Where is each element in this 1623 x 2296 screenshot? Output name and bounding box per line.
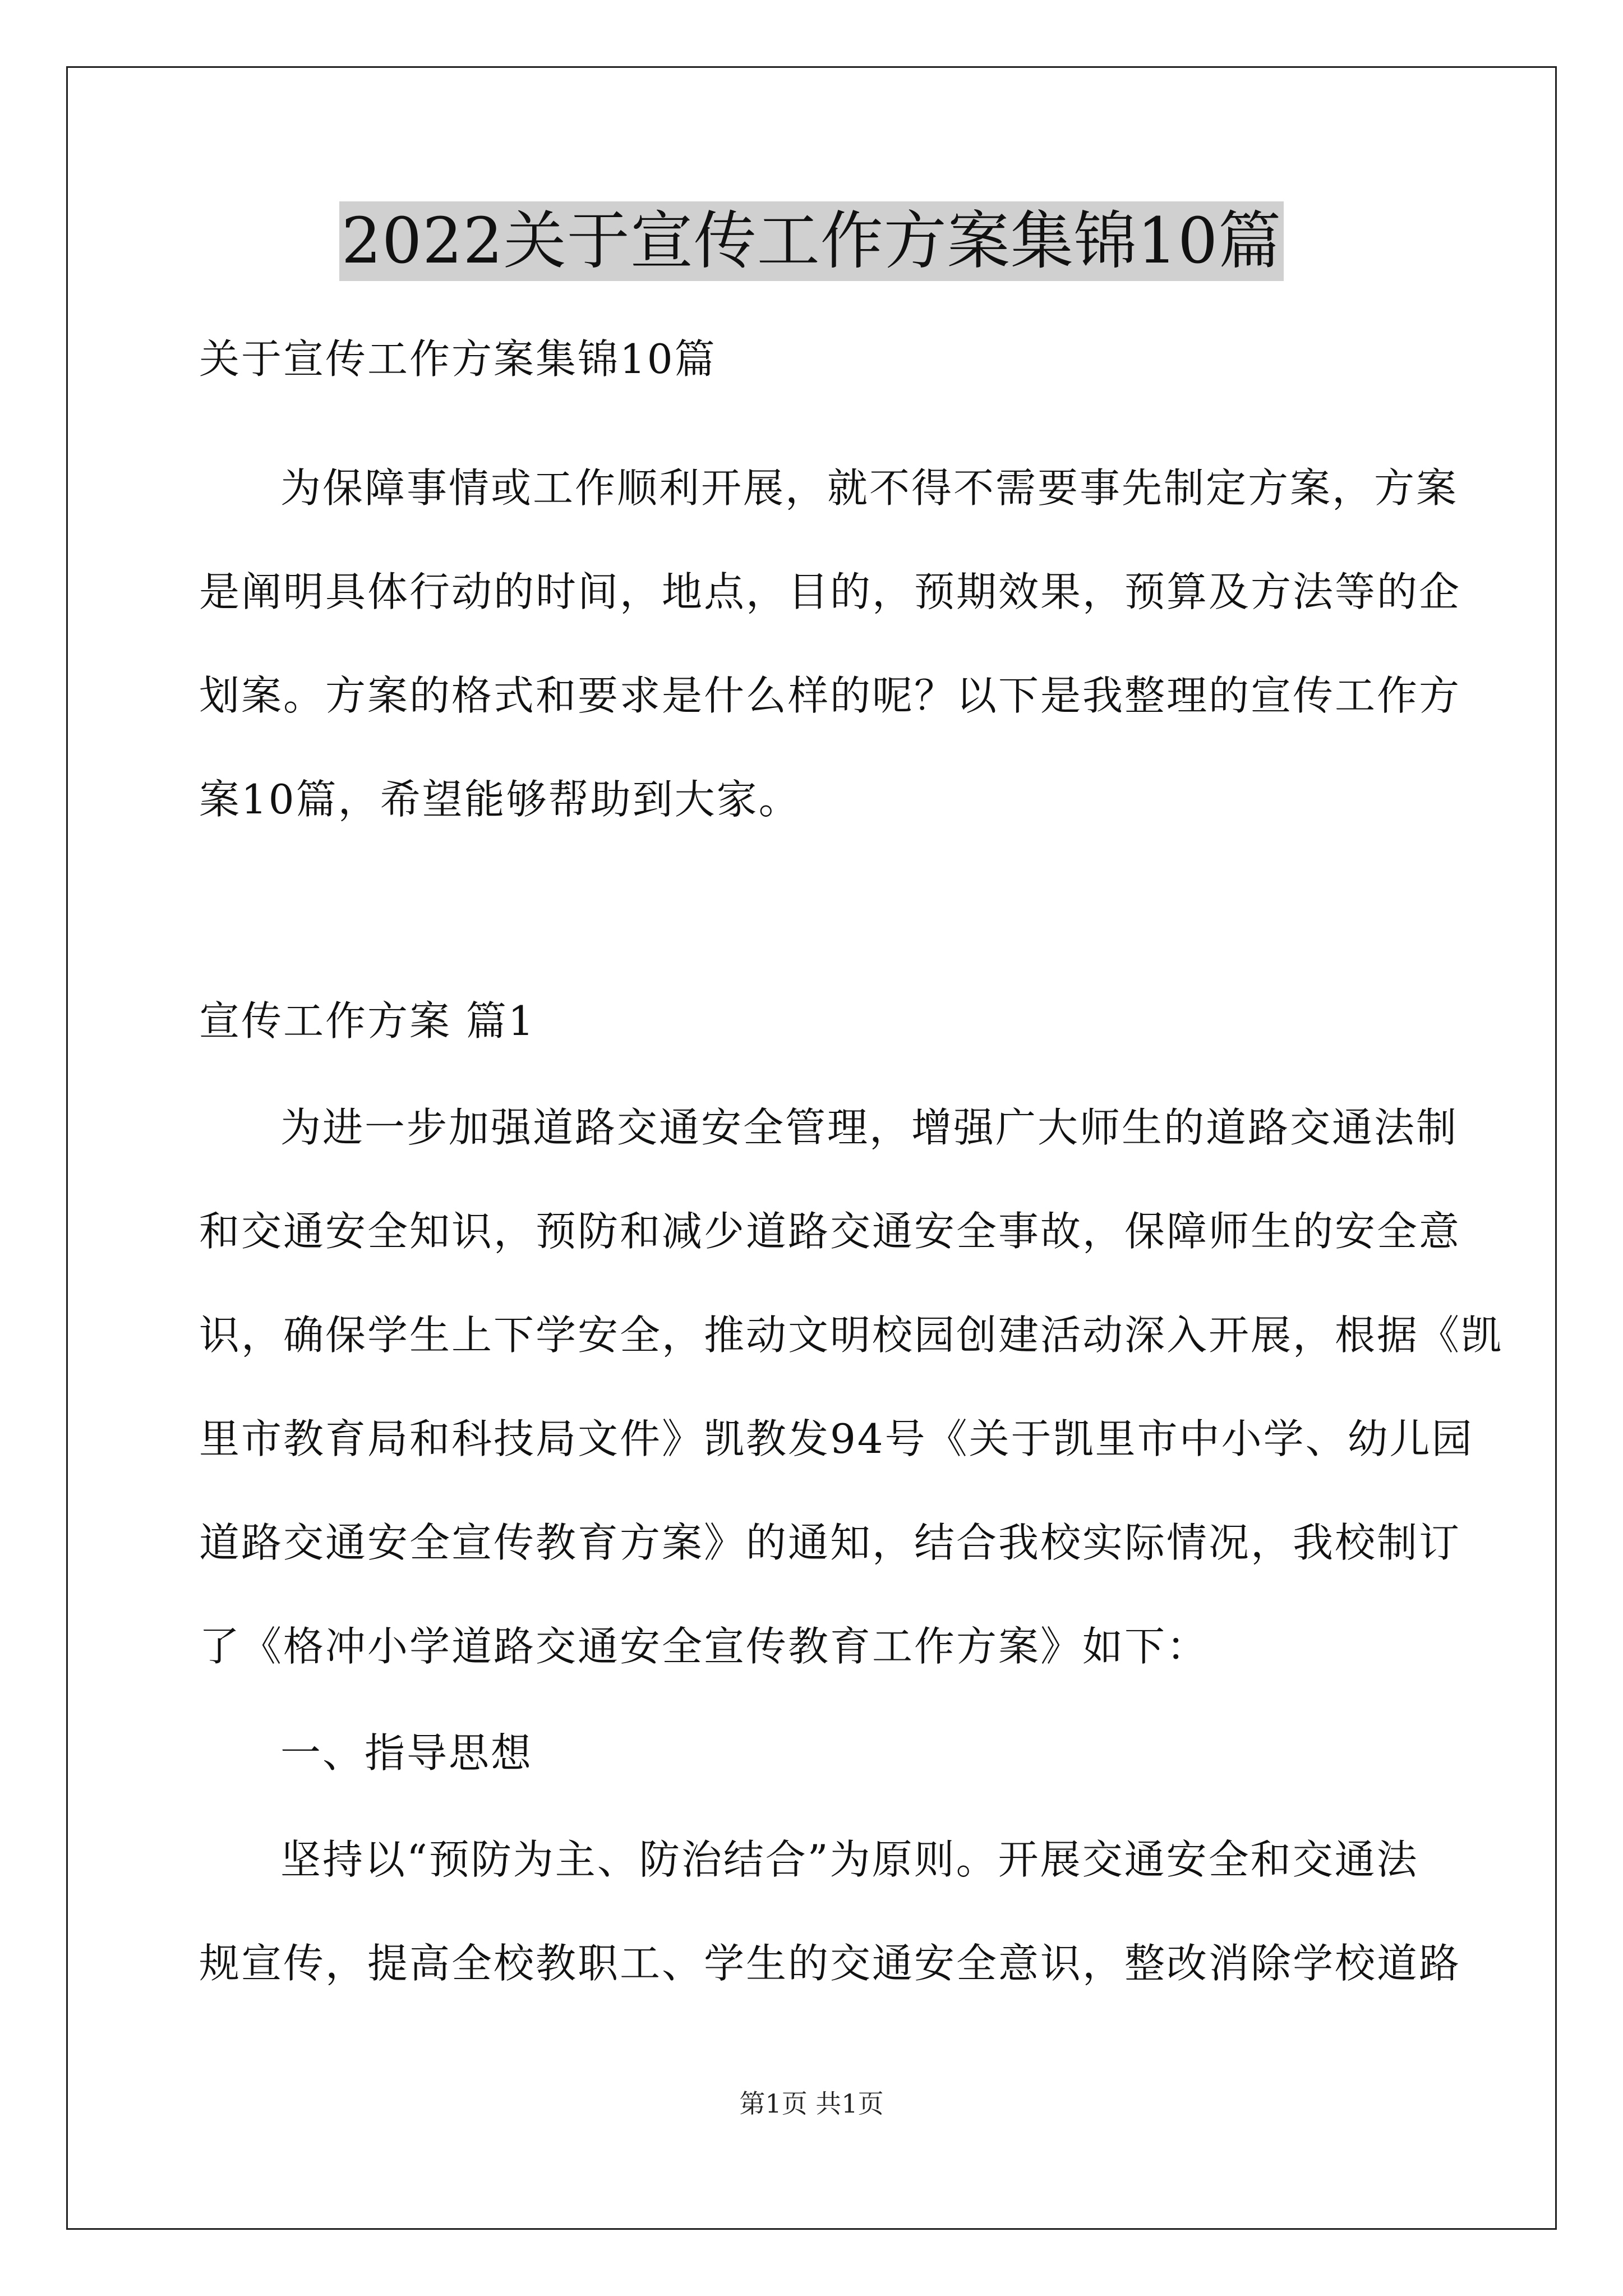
paragraph-line: 为进一步加强道路交通安全管理，增强广大师生的道路交通法制 (280, 1104, 1459, 1151)
paragraph-line: 里市教育局和科技局文件》凯教发94号《关于凯里市中小学、幼儿园 (199, 1415, 1474, 1462)
document-title (0, 199, 1623, 283)
paragraph-line: 案10篇，希望能够帮助到大家。 (199, 776, 801, 823)
paragraph-line: 划案。方案的格式和要求是什么样的呢？以下是我整理的宣传工作方 (199, 672, 1461, 719)
paragraph-line: 识，确保学生上下学安全，推动文明校园创建活动深入开展，根据《凯 (199, 1312, 1504, 1359)
paragraph-line: 坚持以“预防为主、防治结合”为原则。开展交通安全和交通法 (280, 1836, 1419, 1883)
paragraph-line: 了《格冲小学道路交通安全宣传教育工作方案》如下： (199, 1623, 1209, 1670)
page-footer: 第1页 共1页 (739, 2088, 884, 2119)
paragraph-line: 道路交通安全宣传教育方案》的通知，结合我校实际情况，我校制订 (199, 1519, 1461, 1566)
paragraph-line: 为保障事情或工作顺利开展，就不得不需要事先制定方案，方案 (280, 464, 1459, 512)
subsection-heading: 一、指导思想 (280, 1729, 533, 1777)
paragraph-line: 是阐明具体行动的时间，地点，目的，预期效果，预算及方法等的企 (199, 568, 1461, 615)
paragraph-line: 和交通安全知识，预防和减少道路交通安全事故，保障师生的安全意 (199, 1208, 1461, 1255)
subtitle-line: 关于宣传工作方案集锦10篇 (199, 335, 717, 383)
paragraph-line: 规宣传，提高全校教职工、学生的交通安全意识，整改消除学校道路 (199, 1940, 1461, 1987)
document-title-text: 2022关于宣传工作方案集锦10篇 (339, 201, 1284, 281)
section-heading: 宣传工作方案 篇1 (199, 997, 536, 1045)
